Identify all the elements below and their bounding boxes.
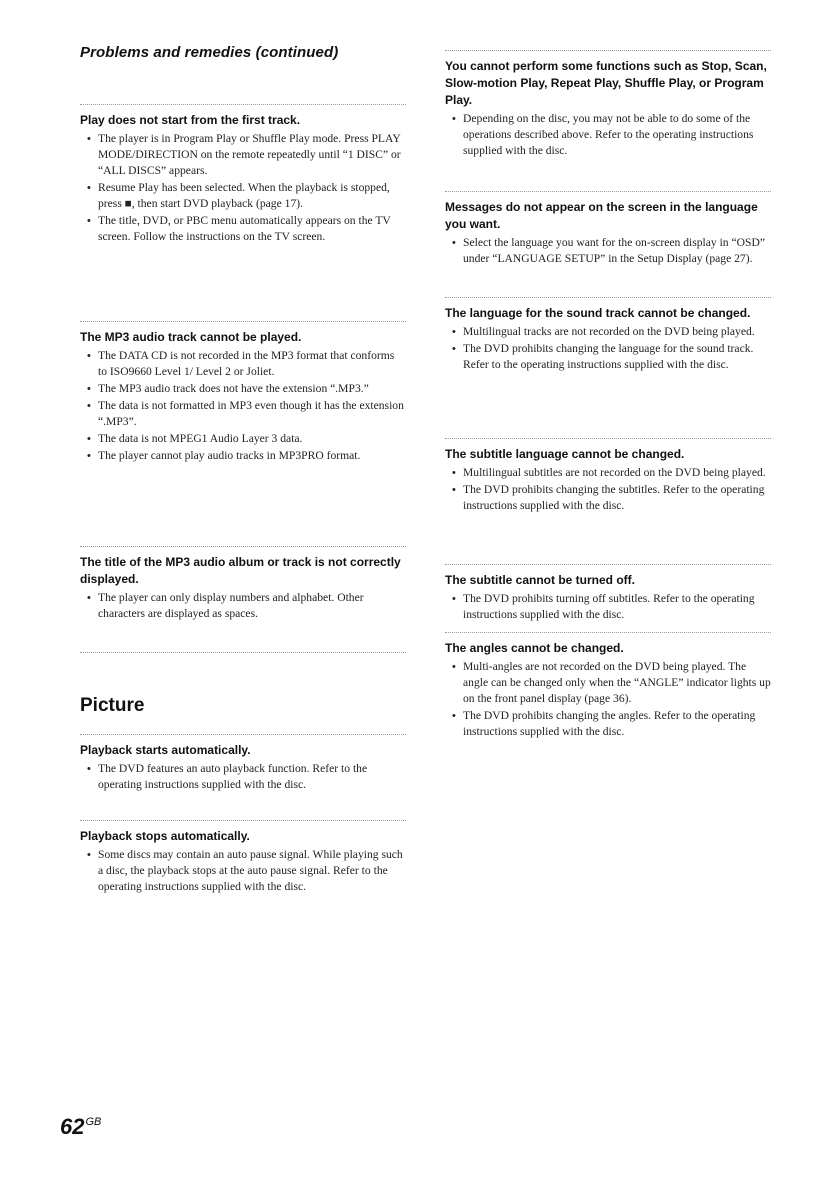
bullet-icon: • [452, 237, 456, 249]
bullet-text: Multilingual subtitles are not recorded on the DVD being played. [463, 466, 766, 479]
bullet-icon: • [87, 763, 91, 775]
bullet-item [445, 591, 771, 623]
bullet-text: The DVD prohibits changing the angles. Refer to the operating instructions supplied with the disc. [463, 709, 756, 738]
bullet-item [445, 482, 771, 514]
bullet-text: The DVD prohibits changing the subtitles. Refer to the operating instructions supplied with the disc. [463, 483, 765, 512]
bullet-text: Multilingual tracks are not recorded on the DVD being played. [463, 325, 755, 338]
bullet-list [445, 591, 771, 623]
bullet-item [80, 448, 406, 464]
bullet-icon: • [452, 467, 456, 479]
bullet-item [80, 398, 406, 430]
trouble-section [80, 321, 406, 465]
section-heading: Messages do not appear on the screen in the language you want. [445, 200, 758, 231]
bullet-text: The DATA CD is not recorded in the MP3 format that conforms to ISO9660 Level 1/ Level 2 or Joliet. [98, 349, 395, 378]
bullet-icon: • [87, 215, 91, 227]
bullet-icon: • [452, 661, 456, 673]
bullet-item [80, 180, 406, 212]
bullet-item [445, 324, 771, 340]
bullet-icon: • [452, 113, 456, 125]
bullet-text: Depending on the disc, you may not be able to do some of the operations described above. Refer to the operating instructions supplied with the disc. [463, 112, 754, 157]
bullet-icon: • [452, 593, 456, 605]
section-divider [80, 820, 406, 821]
bullet-icon: • [87, 433, 91, 445]
section-divider [80, 104, 406, 105]
bullet-text: The data is not MPEG1 Audio Layer 3 data. [98, 432, 303, 445]
section-heading: Play does not start from the first track. [80, 113, 301, 127]
trouble-section [445, 50, 771, 160]
bullet-text: The player can only display numbers and alphabet. Other characters are displayed as spaces. [98, 591, 364, 620]
bullet-icon: • [452, 326, 456, 338]
bullet-icon: • [87, 849, 91, 861]
bullet-text: The DVD prohibits turning off subtitles. Refer to the operating instructions supplied with the disc. [463, 592, 755, 621]
section-divider [445, 438, 771, 439]
bullet-list [445, 235, 771, 267]
bullet-item [80, 348, 406, 380]
bullet-icon: • [452, 343, 456, 355]
bullet-text: The title, DVD, or PBC menu automatically appears on the TV screen. Follow the instructions on the TV screen. [98, 214, 391, 243]
bullet-item [80, 590, 406, 622]
page-number-value: 62 [60, 1114, 85, 1139]
bullet-icon: • [452, 484, 456, 496]
bullet-list [445, 659, 771, 740]
bullet-text: The MP3 audio track does not have the extension “.MP3.” [98, 382, 369, 395]
section-divider [80, 652, 406, 653]
section-heading: Playback stops automatically. [80, 829, 250, 843]
section-divider [80, 734, 406, 735]
bullet-text: Resume Play has been selected. When the playback is stopped, press ■, then start DVD playback (page 17). [98, 181, 390, 210]
bullet-item [445, 341, 771, 373]
trouble-section [80, 104, 406, 246]
bullet-item [445, 235, 771, 267]
bullet-list [80, 131, 406, 245]
bullet-text: The player cannot play audio tracks in MP3PRO format. [98, 449, 361, 462]
bullet-icon: • [452, 710, 456, 722]
trouble-section [445, 297, 771, 374]
page-number [60, 1114, 101, 1140]
bullet-list [445, 324, 771, 373]
bullet-text: Some discs may contain an auto pause signal. While playing such a disc, the playback stops at the auto pause signal. Refer to the operating instructions supplied with the disc. [98, 848, 403, 893]
bullet-item [80, 131, 406, 179]
section-divider [80, 321, 406, 322]
trouble-section [445, 438, 771, 515]
trouble-section [80, 546, 406, 623]
bullet-text: Select the language you want for the on-screen display in “OSD” under “LANGUAGE SETUP” in the Setup Display (page 27). [463, 236, 765, 265]
trouble-section [445, 191, 771, 268]
bullet-icon: • [87, 383, 91, 395]
bullet-text: Multi-angles are not recorded on the DVD being played. The angle can be changed only when the “ANGLE” indicator lights up on the front panel display (page 36). [463, 660, 771, 705]
trouble-section [80, 734, 406, 794]
bullet-item [80, 761, 406, 793]
bullet-item [445, 708, 771, 740]
section-heading: The title of the MP3 audio album or track is not correctly displayed. [80, 555, 401, 586]
trouble-section [80, 820, 406, 896]
bullet-list [80, 847, 406, 895]
section-heading: The subtitle language cannot be changed. [445, 447, 685, 461]
section-divider [445, 564, 771, 565]
bullet-list [445, 465, 771, 514]
bullet-item [445, 659, 771, 707]
bullet-icon: • [87, 450, 91, 462]
section-divider [445, 50, 771, 51]
bullet-icon: • [87, 182, 91, 194]
section-divider [80, 546, 406, 547]
bullet-item [80, 431, 406, 447]
bullet-item [445, 111, 771, 159]
trouble-section [445, 564, 771, 624]
bullet-item [80, 381, 406, 397]
section-heading: The subtitle cannot be turned off. [445, 573, 635, 587]
bullet-list [80, 761, 406, 793]
bullet-item [80, 213, 406, 245]
section-heading: Playback starts automatically. [80, 743, 251, 757]
trouble-section [445, 632, 771, 741]
bullet-icon: • [87, 133, 91, 145]
page-number-suffix: GB [85, 1116, 102, 1128]
page-header-title: Problems and remedies (continued) [80, 44, 339, 61]
bullet-text: The DVD prohibits changing the language for the sound track. Refer to the operating instructions supplied with the disc. [463, 342, 754, 371]
bullet-list [80, 348, 406, 464]
bullet-icon: • [87, 592, 91, 604]
bullet-icon: • [87, 350, 91, 362]
section-divider [445, 297, 771, 298]
section-end-rule [80, 652, 406, 653]
section-heading: The language for the sound track cannot be changed. [445, 306, 751, 320]
section-divider [445, 632, 771, 633]
picture-section-title: Picture [80, 695, 145, 716]
bullet-icon: • [87, 400, 91, 412]
bullet-list [445, 111, 771, 159]
bullet-list [80, 590, 406, 622]
bullet-text: The player is in Program Play or Shuffle Play mode. Press PLAY MODE/DIRECTION on the remote repeatedly until “1 DISC” or “ALL DISCS” appears. [98, 132, 401, 177]
bullet-text: The DVD features an auto playback function. Refer to the operating instructions supplied with the disc. [98, 762, 368, 791]
section-divider [445, 191, 771, 192]
bullet-item [80, 847, 406, 895]
section-heading: You cannot perform some functions such as Stop, Scan, Slow-motion Play, Repeat Play, Shuffle Play, or Program Play. [445, 59, 767, 107]
bullet-item [445, 465, 771, 481]
bullet-text: The data is not formatted in MP3 even though it has the extension “.MP3”. [98, 399, 404, 428]
section-heading: The MP3 audio track cannot be played. [80, 330, 302, 344]
section-heading: The angles cannot be changed. [445, 641, 624, 655]
